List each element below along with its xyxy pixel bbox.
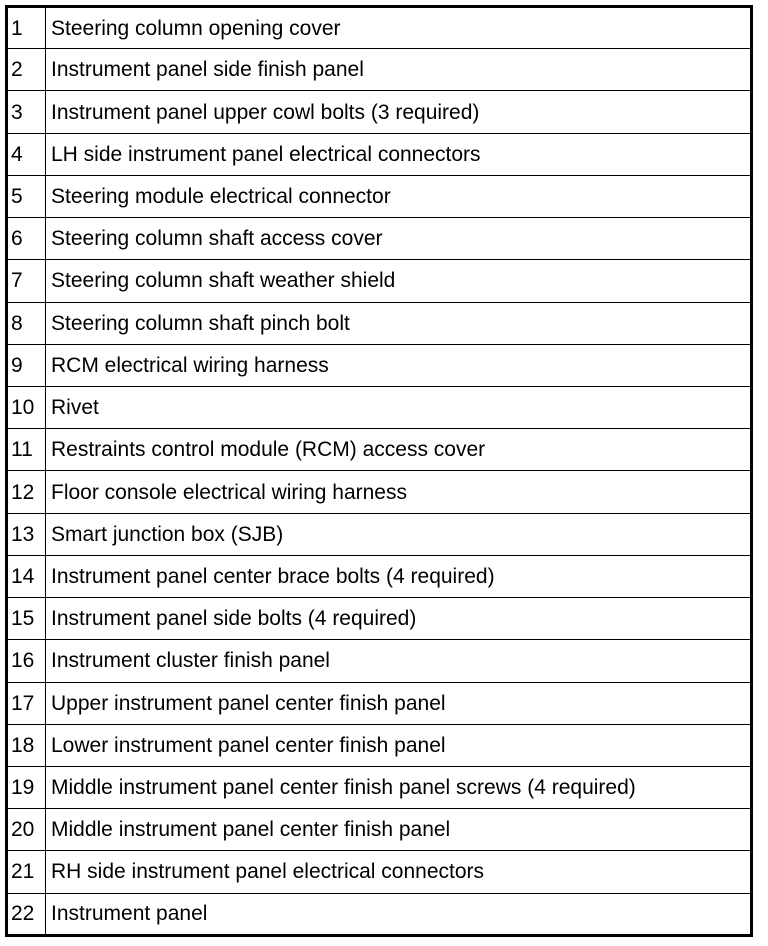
legend-row xyxy=(7,302,752,344)
legend-item-description: Lower instrument panel center finish panel xyxy=(46,724,752,766)
legend-item-description: Instrument panel side bolts (4 required) xyxy=(46,598,752,640)
legend-row xyxy=(7,513,752,555)
legend-body xyxy=(7,7,752,936)
legend-row xyxy=(7,49,752,91)
legend-row xyxy=(7,260,752,302)
legend-item-number: 22 xyxy=(7,893,46,935)
legend-row xyxy=(7,893,752,935)
legend-item-number: 12 xyxy=(7,471,46,513)
legend-item-description: Instrument cluster finish panel xyxy=(46,640,752,682)
legend-item-number: 17 xyxy=(7,682,46,724)
legend-item-number: 10 xyxy=(7,386,46,428)
legend-row xyxy=(7,218,752,260)
legend-item-description: Instrument panel upper cowl bolts (3 required) xyxy=(46,91,752,133)
legend-row xyxy=(7,851,752,893)
legend-item-description: Steering column opening cover xyxy=(46,7,752,49)
legend-row xyxy=(7,766,752,808)
legend-item-description: Instrument panel side finish panel xyxy=(46,49,752,91)
legend-item-number: 1 xyxy=(7,7,46,49)
legend-item-description: Middle instrument panel center finish panel xyxy=(46,809,752,851)
legend-item-description: Steering column shaft weather shield xyxy=(46,260,752,302)
legend-item-number: 8 xyxy=(7,302,46,344)
parts-legend-table xyxy=(5,5,753,937)
legend-row xyxy=(7,682,752,724)
legend-row xyxy=(7,809,752,851)
legend-row xyxy=(7,7,752,49)
legend-item-number: 20 xyxy=(7,809,46,851)
legend-row xyxy=(7,724,752,766)
legend-row xyxy=(7,91,752,133)
legend-row xyxy=(7,555,752,597)
legend-item-description: RCM electrical wiring harness xyxy=(46,344,752,386)
legend-item-number: 18 xyxy=(7,724,46,766)
legend-item-number: 16 xyxy=(7,640,46,682)
legend-item-description: RH side instrument panel electrical connectors xyxy=(46,851,752,893)
legend-row xyxy=(7,598,752,640)
legend-item-description: Steering column shaft access cover xyxy=(46,218,752,260)
legend-item-number: 19 xyxy=(7,766,46,808)
legend-item-number: 14 xyxy=(7,555,46,597)
legend-row xyxy=(7,429,752,471)
legend-item-description: Smart junction box (SJB) xyxy=(46,513,752,555)
legend-item-number: 7 xyxy=(7,260,46,302)
legend-row xyxy=(7,175,752,217)
legend-item-description: Upper instrument panel center finish panel xyxy=(46,682,752,724)
legend-row xyxy=(7,471,752,513)
legend-row xyxy=(7,386,752,428)
legend-item-description: Instrument panel center brace bolts (4 required) xyxy=(46,555,752,597)
legend-item-description: LH side instrument panel electrical connectors xyxy=(46,133,752,175)
legend-item-number: 6 xyxy=(7,218,46,260)
legend-row xyxy=(7,344,752,386)
legend-item-number: 5 xyxy=(7,175,46,217)
legend-item-number: 11 xyxy=(7,429,46,471)
legend-item-description: Steering column shaft pinch bolt xyxy=(46,302,752,344)
legend-item-number: 15 xyxy=(7,598,46,640)
legend-item-description: Rivet xyxy=(46,386,752,428)
legend-item-number: 13 xyxy=(7,513,46,555)
legend-row xyxy=(7,133,752,175)
legend-item-description: Floor console electrical wiring harness xyxy=(46,471,752,513)
legend-item-number: 4 xyxy=(7,133,46,175)
legend-item-description: Restraints control module (RCM) access cover xyxy=(46,429,752,471)
legend-item-number: 21 xyxy=(7,851,46,893)
legend-item-description: Instrument panel xyxy=(46,893,752,935)
legend-item-number: 3 xyxy=(7,91,46,133)
legend-item-number: 2 xyxy=(7,49,46,91)
legend-item-description: Middle instrument panel center finish panel screws (4 required) xyxy=(46,766,752,808)
legend-row xyxy=(7,640,752,682)
legend-item-description: Steering module electrical connector xyxy=(46,175,752,217)
legend-item-number: 9 xyxy=(7,344,46,386)
